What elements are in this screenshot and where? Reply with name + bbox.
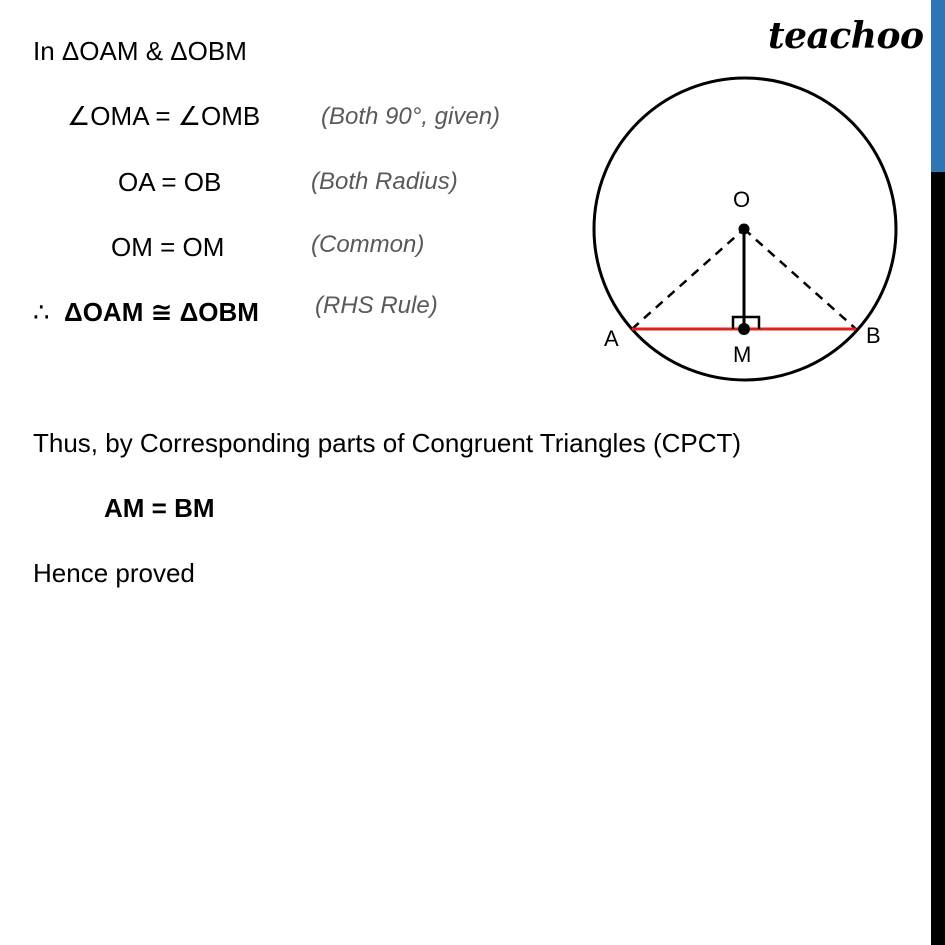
statement-common: OM = OM xyxy=(111,232,225,262)
congruence-conclusion: ΔOAM ≅ ΔOBM xyxy=(64,297,259,327)
point-m xyxy=(738,323,750,335)
segment-ob xyxy=(744,229,856,329)
teachoo-logo: teachoo xyxy=(768,15,924,57)
label-o: O xyxy=(733,187,751,212)
point-o xyxy=(739,224,750,235)
reason-common: (Common) xyxy=(311,231,425,258)
statement-angles: ∠OMA = ∠OMB xyxy=(67,101,261,131)
statement-radius: OA = OB xyxy=(118,167,222,197)
result-line: AM = BM xyxy=(104,493,215,523)
cpct-line: Thus, by Corresponding parts of Congruent Triangles (CPCT) xyxy=(33,428,742,458)
proof-intro: In ΔOAM & ΔOBM xyxy=(33,36,247,66)
segment-oa xyxy=(632,229,744,329)
label-a: A xyxy=(604,326,619,351)
side-bar-accent xyxy=(931,0,945,172)
therefore-symbol: ∴ xyxy=(33,297,50,327)
label-b: B xyxy=(866,323,881,348)
reason-angles: (Both 90°, given) xyxy=(321,103,501,130)
circle-diagram xyxy=(580,60,910,390)
closing-line: Hence proved xyxy=(33,558,195,588)
reason-rhs: (RHS Rule) xyxy=(315,292,438,319)
label-m: M xyxy=(733,342,752,367)
reason-radius: (Both Radius) xyxy=(311,168,458,195)
